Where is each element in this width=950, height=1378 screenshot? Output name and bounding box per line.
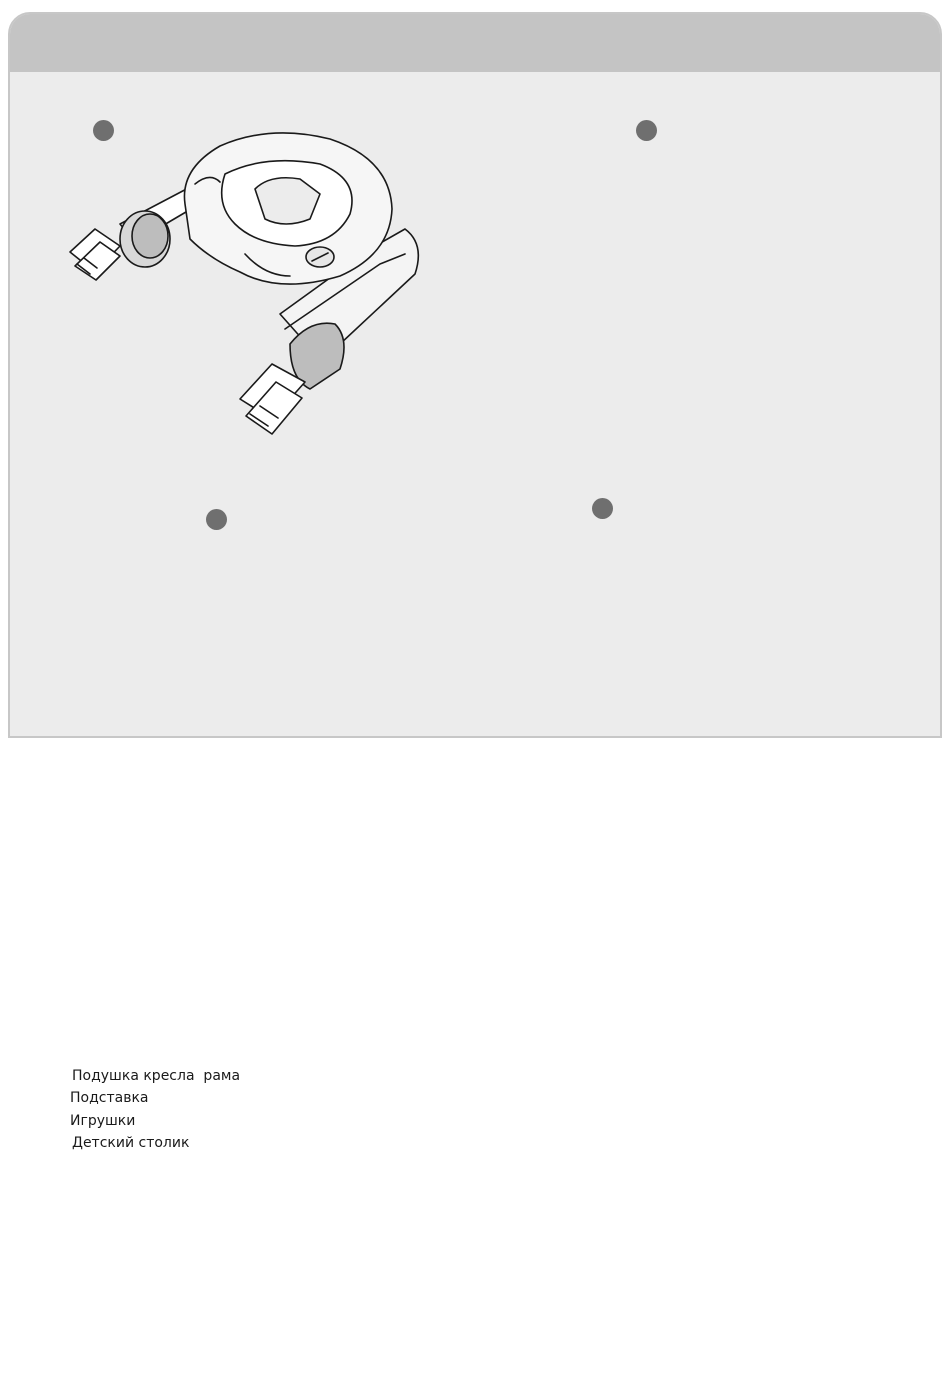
legend-item-base: Подставка xyxy=(70,1090,149,1106)
seat-pad-frame-illustration xyxy=(70,133,418,434)
part-marker-1 xyxy=(93,120,114,141)
parts-illustration xyxy=(10,14,940,736)
legend-item-child-tray: Детский столик xyxy=(72,1135,190,1151)
part-marker-2 xyxy=(636,120,657,141)
part-marker-4 xyxy=(592,498,613,519)
parts-panel xyxy=(8,12,942,738)
legend-item-seat-pad-frame: Подушка кресла рама xyxy=(72,1068,241,1084)
legend-item-toys: Игрушки xyxy=(70,1113,136,1129)
part-marker-3 xyxy=(206,509,227,530)
